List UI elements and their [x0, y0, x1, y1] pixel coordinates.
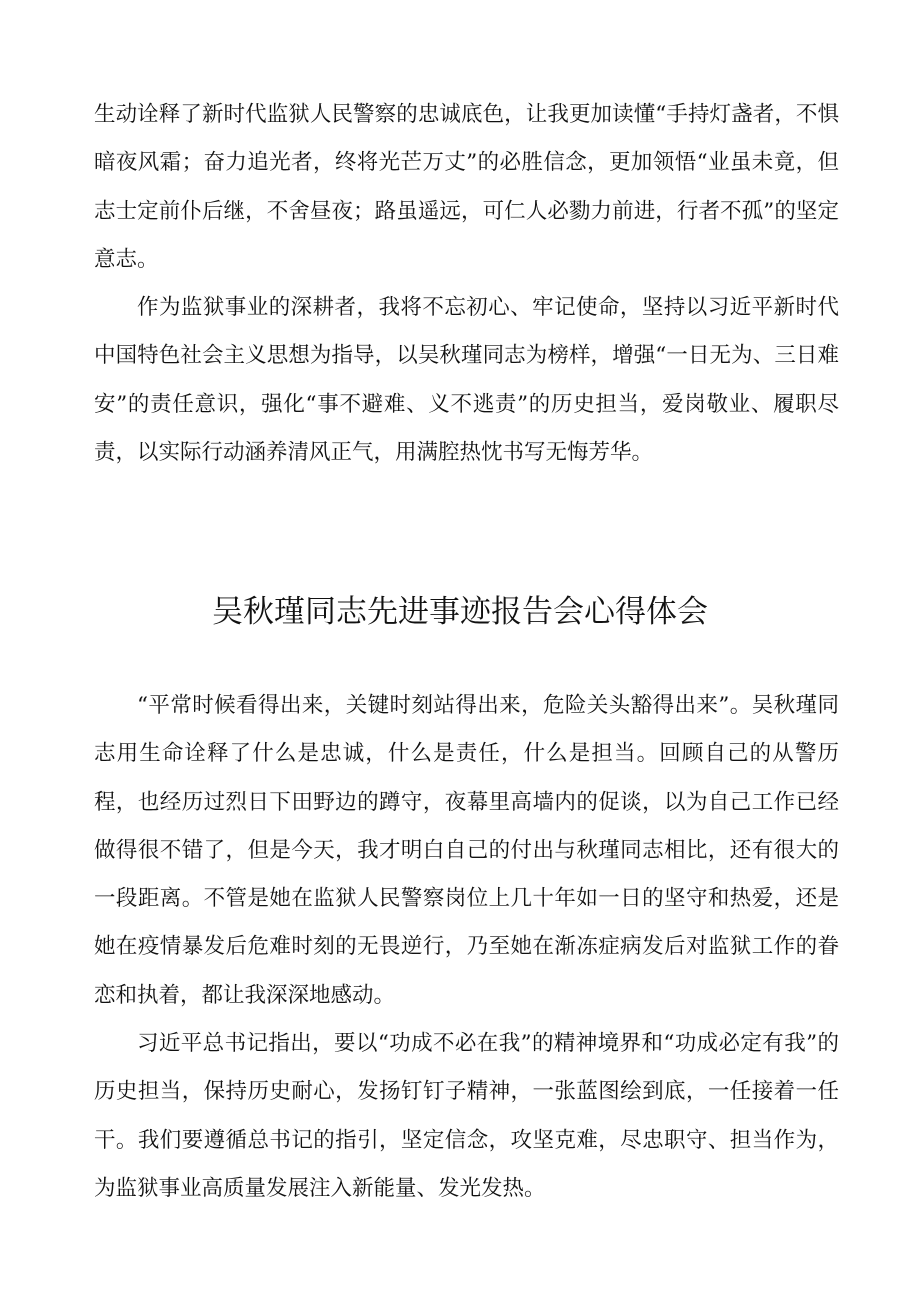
article-body — [94, 682, 839, 1213]
body-paragraph: 习近平总书记指出，要以“功成不必在我”的精神境界和“功成必定有我”的历史担当，保持历史耐心，发扬钉钉子精神，一张蓝图绘到底，一任接着一任干。我们要遵循总书记的指引，坚定信念，攻坚克难，尽忠职守、担当作为，为监狱事业高质量发展注入新能量、发光发热。 — [94, 1031, 839, 1201]
body-paragraph: “平常时候看得出来，关键时刻站得出来，危险关头豁得出来”。吴秋瑾同志用生命诠释了什么是忠诚，什么是责任，什么是担当。回顾自己的从警历程，也经历过烈日下田野边的蹲守，夜幕里高墙内的促谈，以为自己工作已经做得很不错了，但是今天，我才明白自己的付出与秋瑾同志相比，还有很大的一段距离。不管是她在监狱人民警察岗位上几十年如一日的坚守和热爱，还是她在疫情暴发后危难时刻的无畏逆行，乃至她在渐冻症病发后对监狱工作的眷恋和执着，都让我深深地感动。 — [94, 693, 839, 1008]
top-section — [94, 91, 839, 477]
article-title: 吴秋瑾同志先进事迹报告会心得体会 — [212, 594, 708, 630]
body-paragraph: 作为监狱事业的深耕者，我将不忘初心、牢记使命，坚持以习近平新时代中国特色社会主义思想为指导，以吴秋瑾同志为榜样，增强“一日无为、三日难安”的责任意识，强化“事不避难、义不逃责”的历史担当，爱岗敬业、履职尽责，以实际行动涵养清风正气，用满腔热忱书写无悔芳华。 — [94, 295, 839, 466]
continuation-paragraph: 生动诠释了新时代监狱人民警察的忠诚底色，让我更加读懂“手持灯盏者，不惧暗夜风霜；奋力追光者，终将光芒万丈”的必胜信念，更加领悟“业虽未竟，但志士定前仆后继，不舍昼夜；路虽遥远，可仁人必勠力前进，行者不孤”的坚定意志。 — [94, 102, 839, 272]
